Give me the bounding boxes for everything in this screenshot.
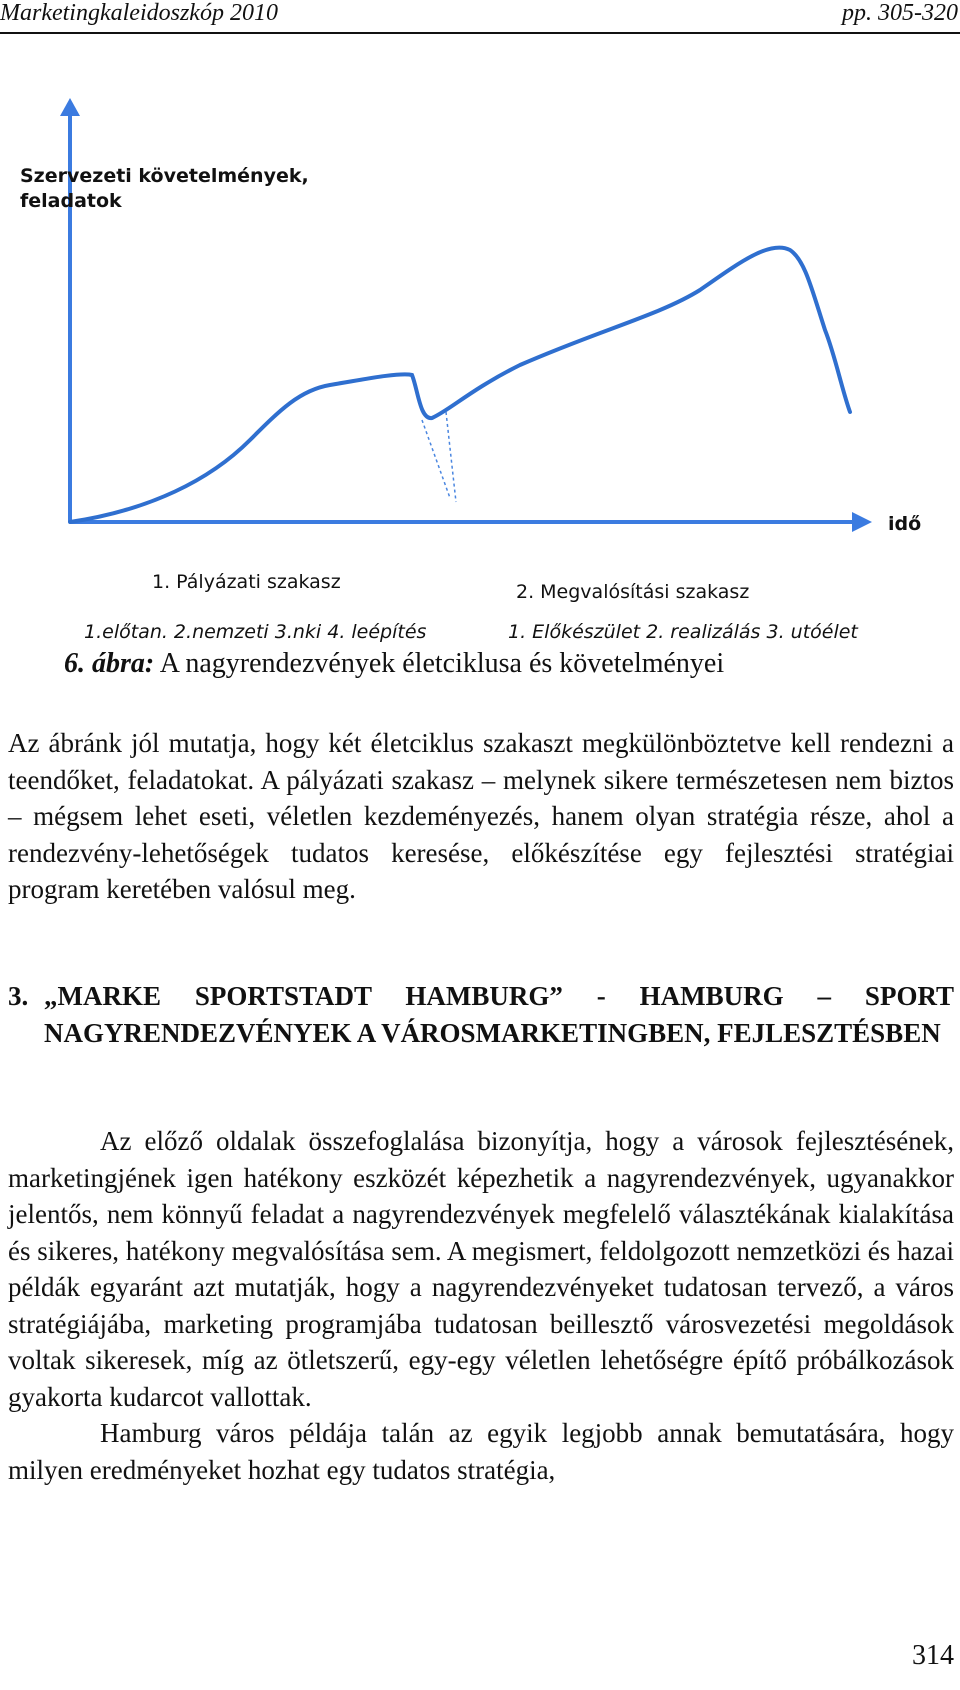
y-axis-label-line1: Szervezeti követelmények, <box>20 165 309 187</box>
x-axis-arrowhead <box>852 512 872 532</box>
section-heading <box>8 978 954 1051</box>
y-axis-arrowhead <box>60 98 80 116</box>
phase2-steps: 1. Előkészület 2. realizálás 3. utóélet <box>508 621 858 643</box>
phase1-steps: 1.előtan. 2.nemzeti 3.nki 4. leépítés <box>84 621 427 643</box>
header-rule <box>0 32 960 34</box>
y-axis-label-line2: feladatok <box>20 190 122 212</box>
figure-caption <box>64 648 724 680</box>
phase2-label: 2. Megvalósítási szakasz <box>516 581 750 603</box>
page-number: 314 <box>912 1640 954 1671</box>
dotted-divider-2 <box>446 412 456 502</box>
dotted-divider-1 <box>422 420 450 498</box>
paragraph-2: Az előző oldalak összefoglalása bizonyítja, hogy a városok fejlesztésének, marketingjének igen hatékony eszközét képezhetik a nagyrendezvények, ugyanakkor jelentős, nem könnyű feladat a nagyrendezvények megfelelő választékának kialakítása és sikeres, hatékony megvalósítása sem. A megismert, feldolgozott nemzetközi és hazai példák egyaránt azt mutatják, hogy a nagyrendezvényeket tudatosan tervező, a város stratégiájába, marketing programjába tudatosan beillesztő városvezetési megoldások voltak sikeresek, míg az ötletszerű, egy-egy véletlen lehetőségre építő próbálkozások gyakorta kudarcot vallottak. <box>8 1126 954 1412</box>
requirements-curve <box>70 248 850 522</box>
section-title: „MARKE SPORTSTADT HAMBURG” - HAMBURG – SPORT NAGYRENDEZVÉNYEK A VÁROSMARKETINGBEN, FEJLESZTÉSBEN <box>44 981 954 1048</box>
phase1-label: 1. Pályázati szakasz <box>152 571 341 593</box>
body-text <box>8 1123 954 1488</box>
lifecycle-figure <box>0 90 960 650</box>
x-axis-label: idő <box>888 513 922 535</box>
section-number: 3. <box>8 981 29 1011</box>
page-range: pp. 305-320 <box>842 0 958 26</box>
page-header <box>0 0 960 30</box>
caption-text: A nagyrendezvények életciklusa és követelményei <box>154 648 725 679</box>
paragraph-1: Az ábránk jól mutatja, hogy két életciklus szakaszt megkülönböztetve kell rendezni a teendőket, feladatokat. A pályázati szakasz – melynek sikere természetesen nem biztos – mégsem lehet eseti, véletlen kezdeményezés, hanem olyan stratégia része, ahol a rendezvény-lehetőségek tudatos keresése, előkészítése egy fejlesztési stratégiai program keretében valósul meg. <box>8 728 954 904</box>
paragraph-3: Hamburg város példája talán az egyik legjobb annak bemutatására, hogy milyen eredményeket hozhat egy tudatos stratégia, <box>8 1418 954 1485</box>
journal-title: Marketingkaleidoszkóp 2010 <box>0 0 278 26</box>
caption-label: 6. ábra: <box>64 648 155 679</box>
